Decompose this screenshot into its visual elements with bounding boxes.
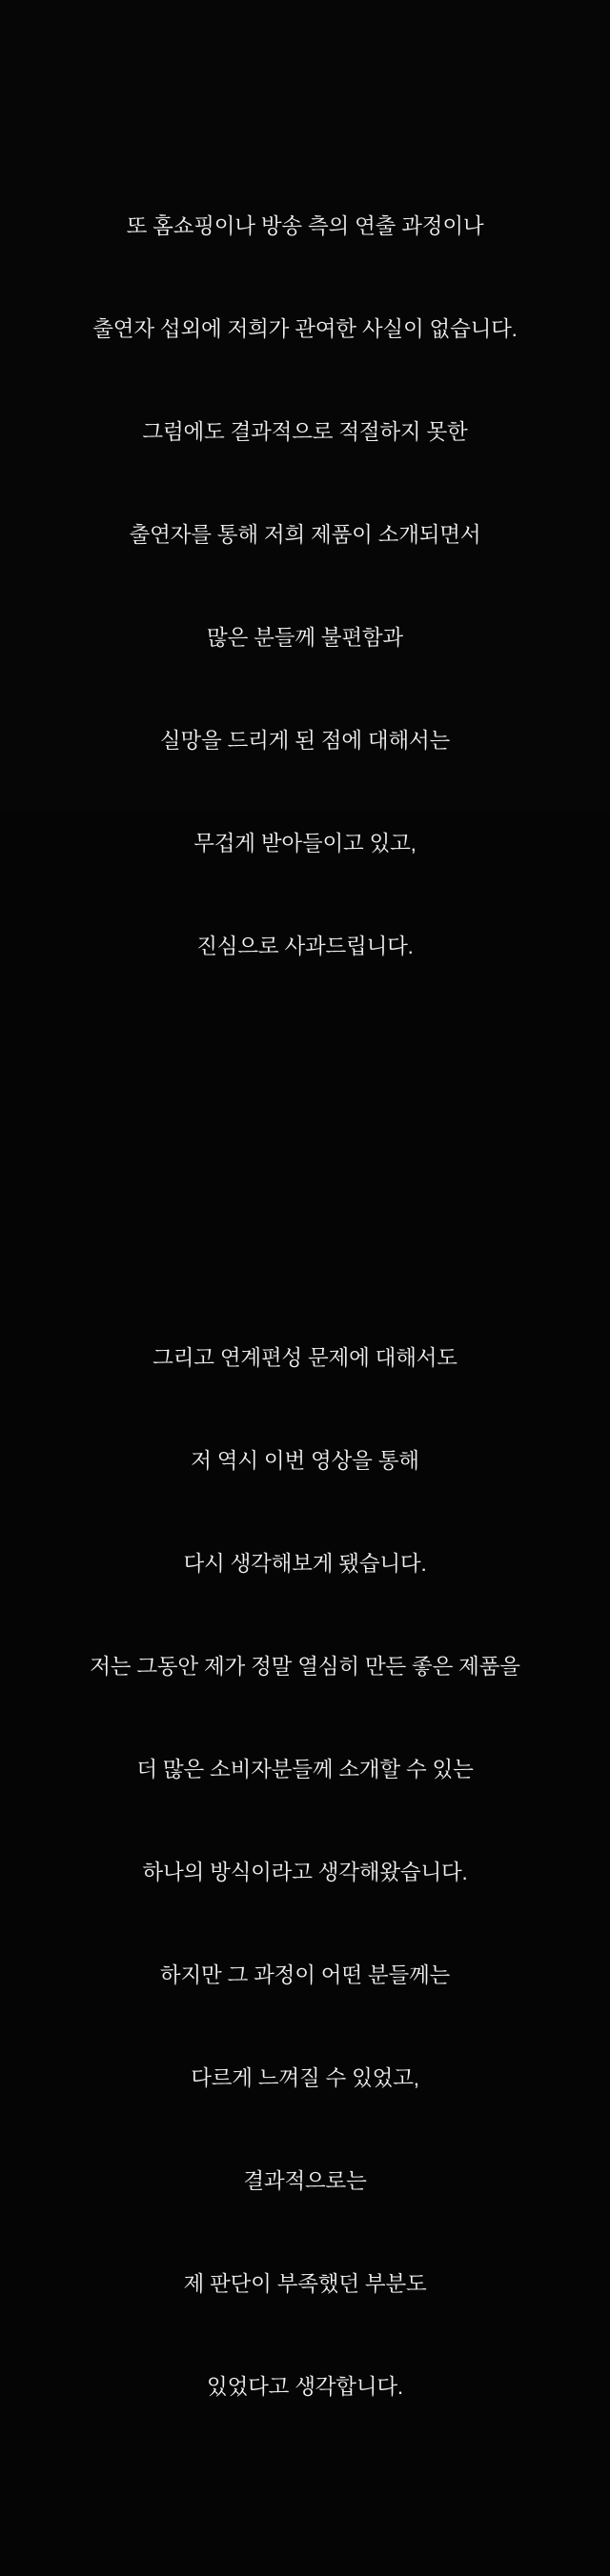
statement-line: 실망을 드리게 된 점에 대해서는 xyxy=(159,729,451,753)
statement-line: 출연자를 통해 저희 제품이 소개되면서 xyxy=(129,523,481,547)
statement-line: 제 판단이 부족했던 부분도 xyxy=(183,2272,427,2296)
statement-line: 그리고 연계편성 문제에 대해서도 xyxy=(152,1346,458,1370)
statement-line: 진심으로 사과드립니다. xyxy=(196,935,414,958)
statement-line: 하지만 그 과정이 어떤 분들께는 xyxy=(159,1963,451,1987)
statement-line: 무겁게 받아들이고 있고, xyxy=(193,832,417,855)
statement-line: 있었다고 생각합니다. xyxy=(207,2375,403,2399)
statement-line: 출연자 섭외에 저희가 관여한 사실이 없습니다. xyxy=(92,317,518,341)
statement-line: 다르게 느껴질 수 있었고, xyxy=(191,2066,419,2090)
statement-line: 결과적으로는 xyxy=(243,2169,367,2193)
statement-line: 그럼에도 결과적으로 적절하지 못한 xyxy=(142,420,468,444)
paragraph-gap xyxy=(15,1136,595,1170)
statement-line: 저 역시 이번 영상을 통해 xyxy=(191,1449,419,1473)
statement-line: 하나의 방식이라고 생각해왔습니다. xyxy=(142,1861,468,1884)
paragraph-2 xyxy=(15,1273,595,2473)
statement-line: 다시 생각해보게 됐습니다. xyxy=(183,1552,427,1576)
statement-line: 더 많은 소비자분들께 소개할 수 있는 xyxy=(136,1758,474,1781)
paragraph-1 xyxy=(15,141,595,1033)
statement-line: 저는 그동안 제가 정말 열심히 만든 좋은 제품을 xyxy=(90,1655,520,1679)
statement-line: 또 홈쇼핑이나 방송 측의 연출 과정이나 xyxy=(126,214,484,238)
statement-text-block xyxy=(15,38,595,2576)
statement-line: 많은 분들께 불편함과 xyxy=(207,626,403,650)
